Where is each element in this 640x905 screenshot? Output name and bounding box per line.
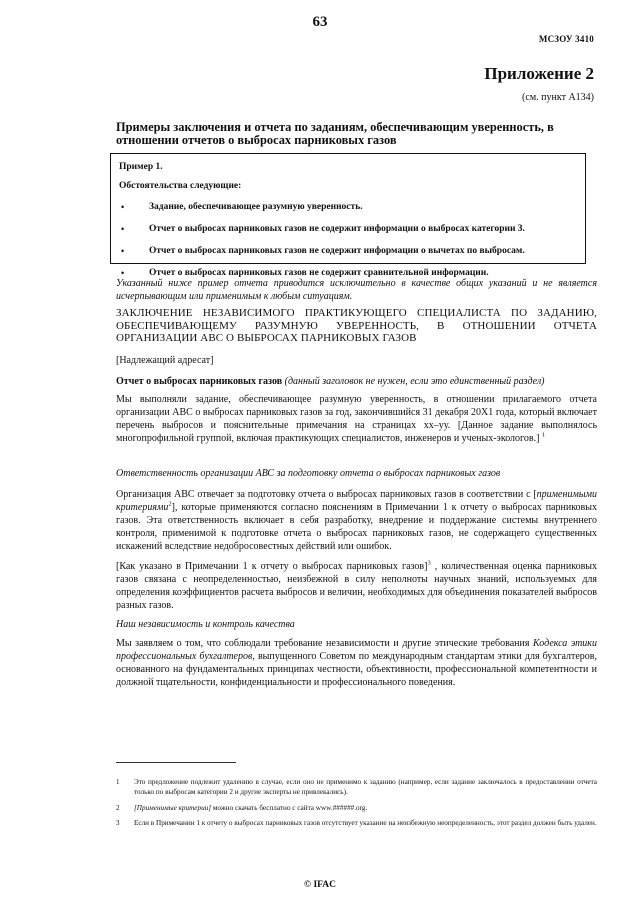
paragraph-text: Организация АВС отвечает за подготовку отчета о выбросах парниковых газов в соответствии с [ [116,489,537,500]
responsibility-heading: Ответственность организации АВС за подготовку отчета о выбросах парниковых газов [116,468,501,479]
paragraph-text: Мы заявляем о том, что соблюдали требование независимости и другие этические требования [116,638,534,649]
bullet-icon: • [121,202,125,212]
footnote-ref: 2 [168,500,172,508]
report-heading-bold: Отчет о выбросах парниковых газов [116,376,283,387]
copyright-footer: © IFAC [304,880,336,890]
bullet-text: Отчет о выбросах парниковых газов не содержит информации о вычетах по выбросам. [149,246,525,256]
footnote-divider [116,762,236,763]
bullet-icon: • [121,224,125,234]
footnote-text: Это предложение подлежит удалению в случае, если оно не применимо к заданию (например, если задание заключалось в предоставлении отчета только по выбросам категории 2 и другие эксперты не привлекались). [134,778,597,796]
paragraph-responsibility [116,488,597,553]
footnote-text [134,803,597,813]
bullet-icon: • [121,246,125,256]
footnote-number: 2 [116,804,120,812]
code-italic: Кодекса этики профессиональных бухгалтеров [116,638,597,662]
paragraph-text: ], которые применяются согласно пояснениям в Примечании 1 к отчету о выбросах парниковых газов. Эта ответственность включает в себя разработку, внедрение и поддержание системы внутреннего контроля, применимой к подготовке отчета о выбросах парниковых газов, не содержащего существенных искажений вследствие недобросовестных действий или ошибок. [116,502,597,552]
footnote-number: 1 [116,778,120,786]
report-heading [116,375,597,388]
bullet-item [119,240,585,262]
example-box [110,153,586,278]
criteria-italic: применимыми критериями [116,489,597,513]
paragraph-text: , количественная оценка парниковых газов связана с неопределенностью, неизбежной в силу неполноты научных знаний, используемых для определения коэффициентов расчета выбросов и величин, необходимых для объединения показателей выбросов разных газов. [116,561,598,611]
page-number: 63 [312,14,328,30]
footnote [116,777,597,797]
paragraph-engagement [116,393,597,445]
bullet-text: Отчет о выбросах парниковых газов не содержит сравнительной информации. [149,268,489,278]
footnote-italic: [Применимые критерии] [134,804,212,812]
footnote-ref: 3 [427,559,431,567]
bullet-text: Задание, обеспечивающее разумную уверенность. [149,202,363,212]
paragraph-reference: (см. пункт A134) [522,92,594,103]
paragraph-text: [Как указано в Примечании 1 к отчету о выбросах парниковых газов] [116,561,428,572]
footnote [116,818,597,828]
example-heading: Пример 1. [119,162,163,172]
bullet-item [119,196,585,218]
addressee: [Надлежащий адресат] [116,355,214,366]
footnote-text: Если в Примечании 1 к отчету о выбросах парниковых газов отсутствует указание на неизбежную неопределенность, этот раздел должен быть удален. [134,819,597,827]
footnote-rest: можно скачать бесплатно с сайта www.######.org. [211,804,368,812]
paragraph-text: , выпущенного Советом по международным стандартам этики для бухгалтеров, основанного на фундаментальных принципах честности, объективности, профессиональной компетентности и должной тщательности, конфиденциальности и профессионального поведения. [116,651,598,688]
bullet-icon: • [121,268,125,278]
circumstances-label: Обстоятельства следующие: [119,181,242,191]
document-code: МСЗОУ 3410 [538,34,594,44]
report-title: ЗАКЛЮЧЕНИЕ НЕЗАВИСИМОГО ПРАКТИКУЮЩЕГО СПЕЦИАЛИСТА ПО ЗАДАНИЮ, ОБЕСПЕЧИВАЮЩЕМУ РАЗУМНУЮ УВЕРЕННОСТЬ, В ОТНОШЕНИИ ОТЧЕТА ОРГАНИЗАЦИИ АВС О ВЫБРОСАХ ПАРНИКОВЫХ ГАЗОВ [116,307,597,344]
independence-heading: Наш независимость и контроль качества [116,619,295,630]
section-title: Примеры заключения и отчета по заданиям, обеспечивающим уверенность, в отношении отчетов о выбросах парниковых газов [116,120,554,147]
paragraph-independence [116,637,597,689]
paragraph-text: Мы выполняли задание, обеспечивающее разумную уверенность, в отношении прилагаемого отчета организации АВС о выбросах парниковых газов за год, закончившийся 31 декабря 20X1 года, который включает перечень выбросов и пояснительные примечания на страницах хх–уу. [Данное задание выполнялось многопрофильной группой, включая практикующих специалистов, инженеров и ученых-экологов.] [116,394,597,444]
report-heading-note: (данный заголовок не нужен, если это единственный раздел) [284,376,545,387]
footnote [116,803,597,813]
paragraph-uncertainty [116,560,597,612]
appendix-title: Приложение 2 [484,64,594,83]
footnote-number: 3 [116,819,120,827]
bullet-item [119,218,585,240]
footnote-ref: 1 [541,431,546,439]
bullet-text: Отчет о выбросах парниковых газов не содержит информации о выбросах категории 3. [149,224,525,234]
intro-note: Указанный ниже пример отчета приводится исключительно в качестве общих указаний и не является исчерпывающим или применимым к любым ситуациям. [116,278,597,302]
